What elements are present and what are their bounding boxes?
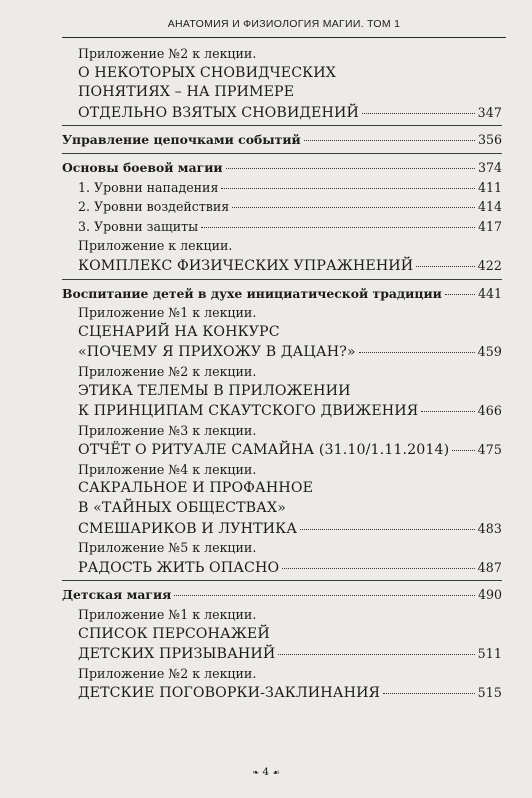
toc-entry-title: Приложение №3 к лекции.	[78, 422, 257, 438]
toc-page-number: 411	[477, 179, 502, 195]
toc-sub-entry	[62, 625, 502, 645]
toc-page-number: 487	[477, 559, 502, 575]
toc-sub-entry	[62, 479, 502, 499]
toc-page-number: 511	[477, 646, 502, 662]
toc-sub-entry	[62, 421, 502, 441]
toc-entry-title: ДЕТСКИХ ПРИЗЫВАНИЙ	[78, 646, 276, 663]
toc-entry-title: 2. Уровни воздействия	[78, 199, 230, 215]
section-rule	[62, 279, 502, 280]
toc-entry-title: Приложение №1 к лекции.	[78, 607, 257, 623]
toc-sub-entry	[62, 303, 502, 323]
toc-page-number: 475	[477, 442, 502, 458]
toc-entry-title: КОМПЛЕКС ФИЗИЧЕСКИХ УПРАЖНЕНИЙ	[78, 257, 414, 274]
section-rule	[62, 153, 502, 154]
toc-sub-entry	[62, 64, 502, 84]
toc-sub-entry	[62, 323, 502, 343]
toc-sub-entry	[62, 401, 502, 421]
toc-sub-entry	[62, 103, 502, 123]
toc-entry-title: Управление цепочками событий	[62, 132, 301, 148]
toc-entry-title: ЭТИКА ТЕЛЕМЫ В ПРИЛОЖЕНИИ	[78, 382, 351, 399]
dot-leader	[416, 266, 474, 267]
toc-entry-title: Воспитание детей в духе инициатической традиции	[62, 285, 442, 301]
toc-sub-entry	[62, 236, 502, 256]
table-of-contents	[62, 44, 502, 703]
toc-entry-title: О НЕКОТОРЫХ СНОВИДЧЕСКИХ	[78, 64, 336, 81]
toc-page-number: 515	[477, 685, 502, 701]
dot-leader	[359, 352, 475, 353]
toc-entry-title: Приложение №2 к лекции.	[78, 363, 257, 379]
toc-entry-title: Приложение №5 к лекции.	[78, 540, 257, 556]
dot-leader	[201, 227, 475, 228]
toc-entry-title: 1. Уровни нападения	[78, 179, 219, 195]
toc-entry-title: РАДОСТЬ ЖИТЬ ОПАСНО	[78, 559, 280, 576]
toc-sub-entry	[62, 644, 502, 664]
toc-entry-title: Приложение №1 к лекции.	[78, 305, 257, 321]
dot-leader	[282, 568, 474, 569]
toc-entry-title: 3. Уровни защиты	[78, 218, 199, 234]
toc-page-number: 483	[477, 520, 502, 536]
toc-chapter-entry	[62, 130, 502, 150]
dot-leader	[221, 188, 475, 189]
page-number: 4	[262, 766, 270, 778]
toc-sub-entry	[62, 178, 502, 198]
toc-chapter-entry	[62, 284, 502, 304]
toc-entry-title: Детская магия	[62, 587, 172, 603]
toc-entry-title: «ПОЧЕМУ Я ПРИХОЖУ В ДАЦАН?»	[78, 344, 356, 361]
toc-page-number: 422	[477, 257, 502, 273]
toc-sub-entry	[62, 382, 502, 402]
toc-entry-title: ПОНЯТИЯХ – НА ПРИМЕРЕ	[78, 84, 295, 101]
toc-sub-entry	[62, 683, 502, 703]
toc-entry-title: СМЕШАРИКОВ И ЛУНТИКА	[78, 520, 298, 537]
dot-leader	[452, 450, 474, 451]
dot-leader	[174, 595, 475, 596]
toc-chapter-entry	[62, 585, 502, 605]
section-rule	[62, 125, 502, 126]
toc-entry-title: ДЕТСКИЕ ПОГОВОРКИ-ЗАКЛИНАНИЯ	[78, 685, 381, 702]
toc-page-number: 417	[477, 218, 502, 234]
toc-entry-title: СПИСОК ПЕРСОНАЖЕЙ	[78, 625, 270, 642]
dot-leader	[362, 113, 475, 114]
header-rule	[62, 37, 506, 38]
toc-page-number: 466	[477, 403, 502, 419]
ornament-right-icon: ☙	[272, 768, 280, 777]
toc-sub-entry	[62, 558, 502, 578]
toc-entry-title: САКРАЛЬНОЕ И ПРОФАННОЕ	[78, 480, 314, 497]
toc-page-number: 347	[477, 104, 502, 120]
dot-leader	[383, 693, 475, 694]
dot-leader	[300, 529, 475, 530]
dot-leader	[226, 168, 475, 169]
toc-entry-title: Приложение №2 к лекции.	[78, 665, 257, 681]
ornament-left-icon: ❧	[252, 768, 260, 777]
toc-sub-entry	[62, 519, 502, 539]
toc-entry-title: Приложение №4 к лекции.	[78, 461, 257, 477]
dot-leader	[232, 207, 475, 208]
toc-page-number: 441	[477, 285, 502, 301]
toc-chapter-entry	[62, 158, 502, 178]
page-folio	[0, 766, 532, 778]
toc-sub-entry	[62, 197, 502, 217]
toc-entry-title: В «ТАЙНЫХ ОБЩЕСТВАХ»	[78, 500, 287, 517]
toc-page-number: 490	[477, 587, 502, 603]
toc-entry-title: СЦЕНАРИЙ НА КОНКУРС	[78, 323, 280, 340]
dot-leader	[445, 294, 475, 295]
toc-sub-entry	[62, 44, 502, 64]
toc-entry-title: ОТДЕЛЬНО ВЗЯТЫХ СНОВИДЕНИЙ	[78, 104, 359, 121]
toc-sub-entry	[62, 256, 502, 276]
toc-sub-entry	[62, 460, 502, 480]
toc-sub-entry	[62, 664, 502, 684]
toc-sub-entry	[62, 605, 502, 625]
toc-entry-title: ОТЧЁТ О РИТУАЛЕ САМАЙНА (31.10/1.11.2014)	[78, 442, 450, 459]
toc-sub-entry	[62, 440, 502, 460]
toc-entry-title: Приложение №2 к лекции.	[78, 46, 257, 61]
toc-sub-entry	[62, 362, 502, 382]
toc-entry-title: К ПРИНЦИПАМ СКАУТСКОГО ДВИЖЕНИЯ	[78, 403, 419, 420]
dot-leader	[421, 411, 474, 412]
section-rule	[62, 580, 502, 581]
toc-sub-entry	[62, 538, 502, 558]
dot-leader	[278, 654, 474, 655]
toc-entry-title: Приложение к лекции.	[78, 238, 233, 254]
toc-page-number: 414	[477, 199, 502, 215]
running-header: АНАТОМИЯ И ФИЗИОЛОГИЯ МАГИИ. ТОМ 1	[167, 18, 401, 30]
toc-sub-entry	[62, 83, 502, 103]
dot-leader	[304, 140, 475, 141]
toc-page-number: 356	[477, 132, 502, 148]
toc-entry-title: Основы боевой магии	[62, 159, 223, 175]
toc-sub-entry	[62, 342, 502, 362]
toc-page-number: 374	[477, 159, 502, 175]
toc-sub-entry	[62, 217, 502, 237]
toc-page-number: 459	[477, 344, 502, 360]
toc-sub-entry	[62, 499, 502, 519]
